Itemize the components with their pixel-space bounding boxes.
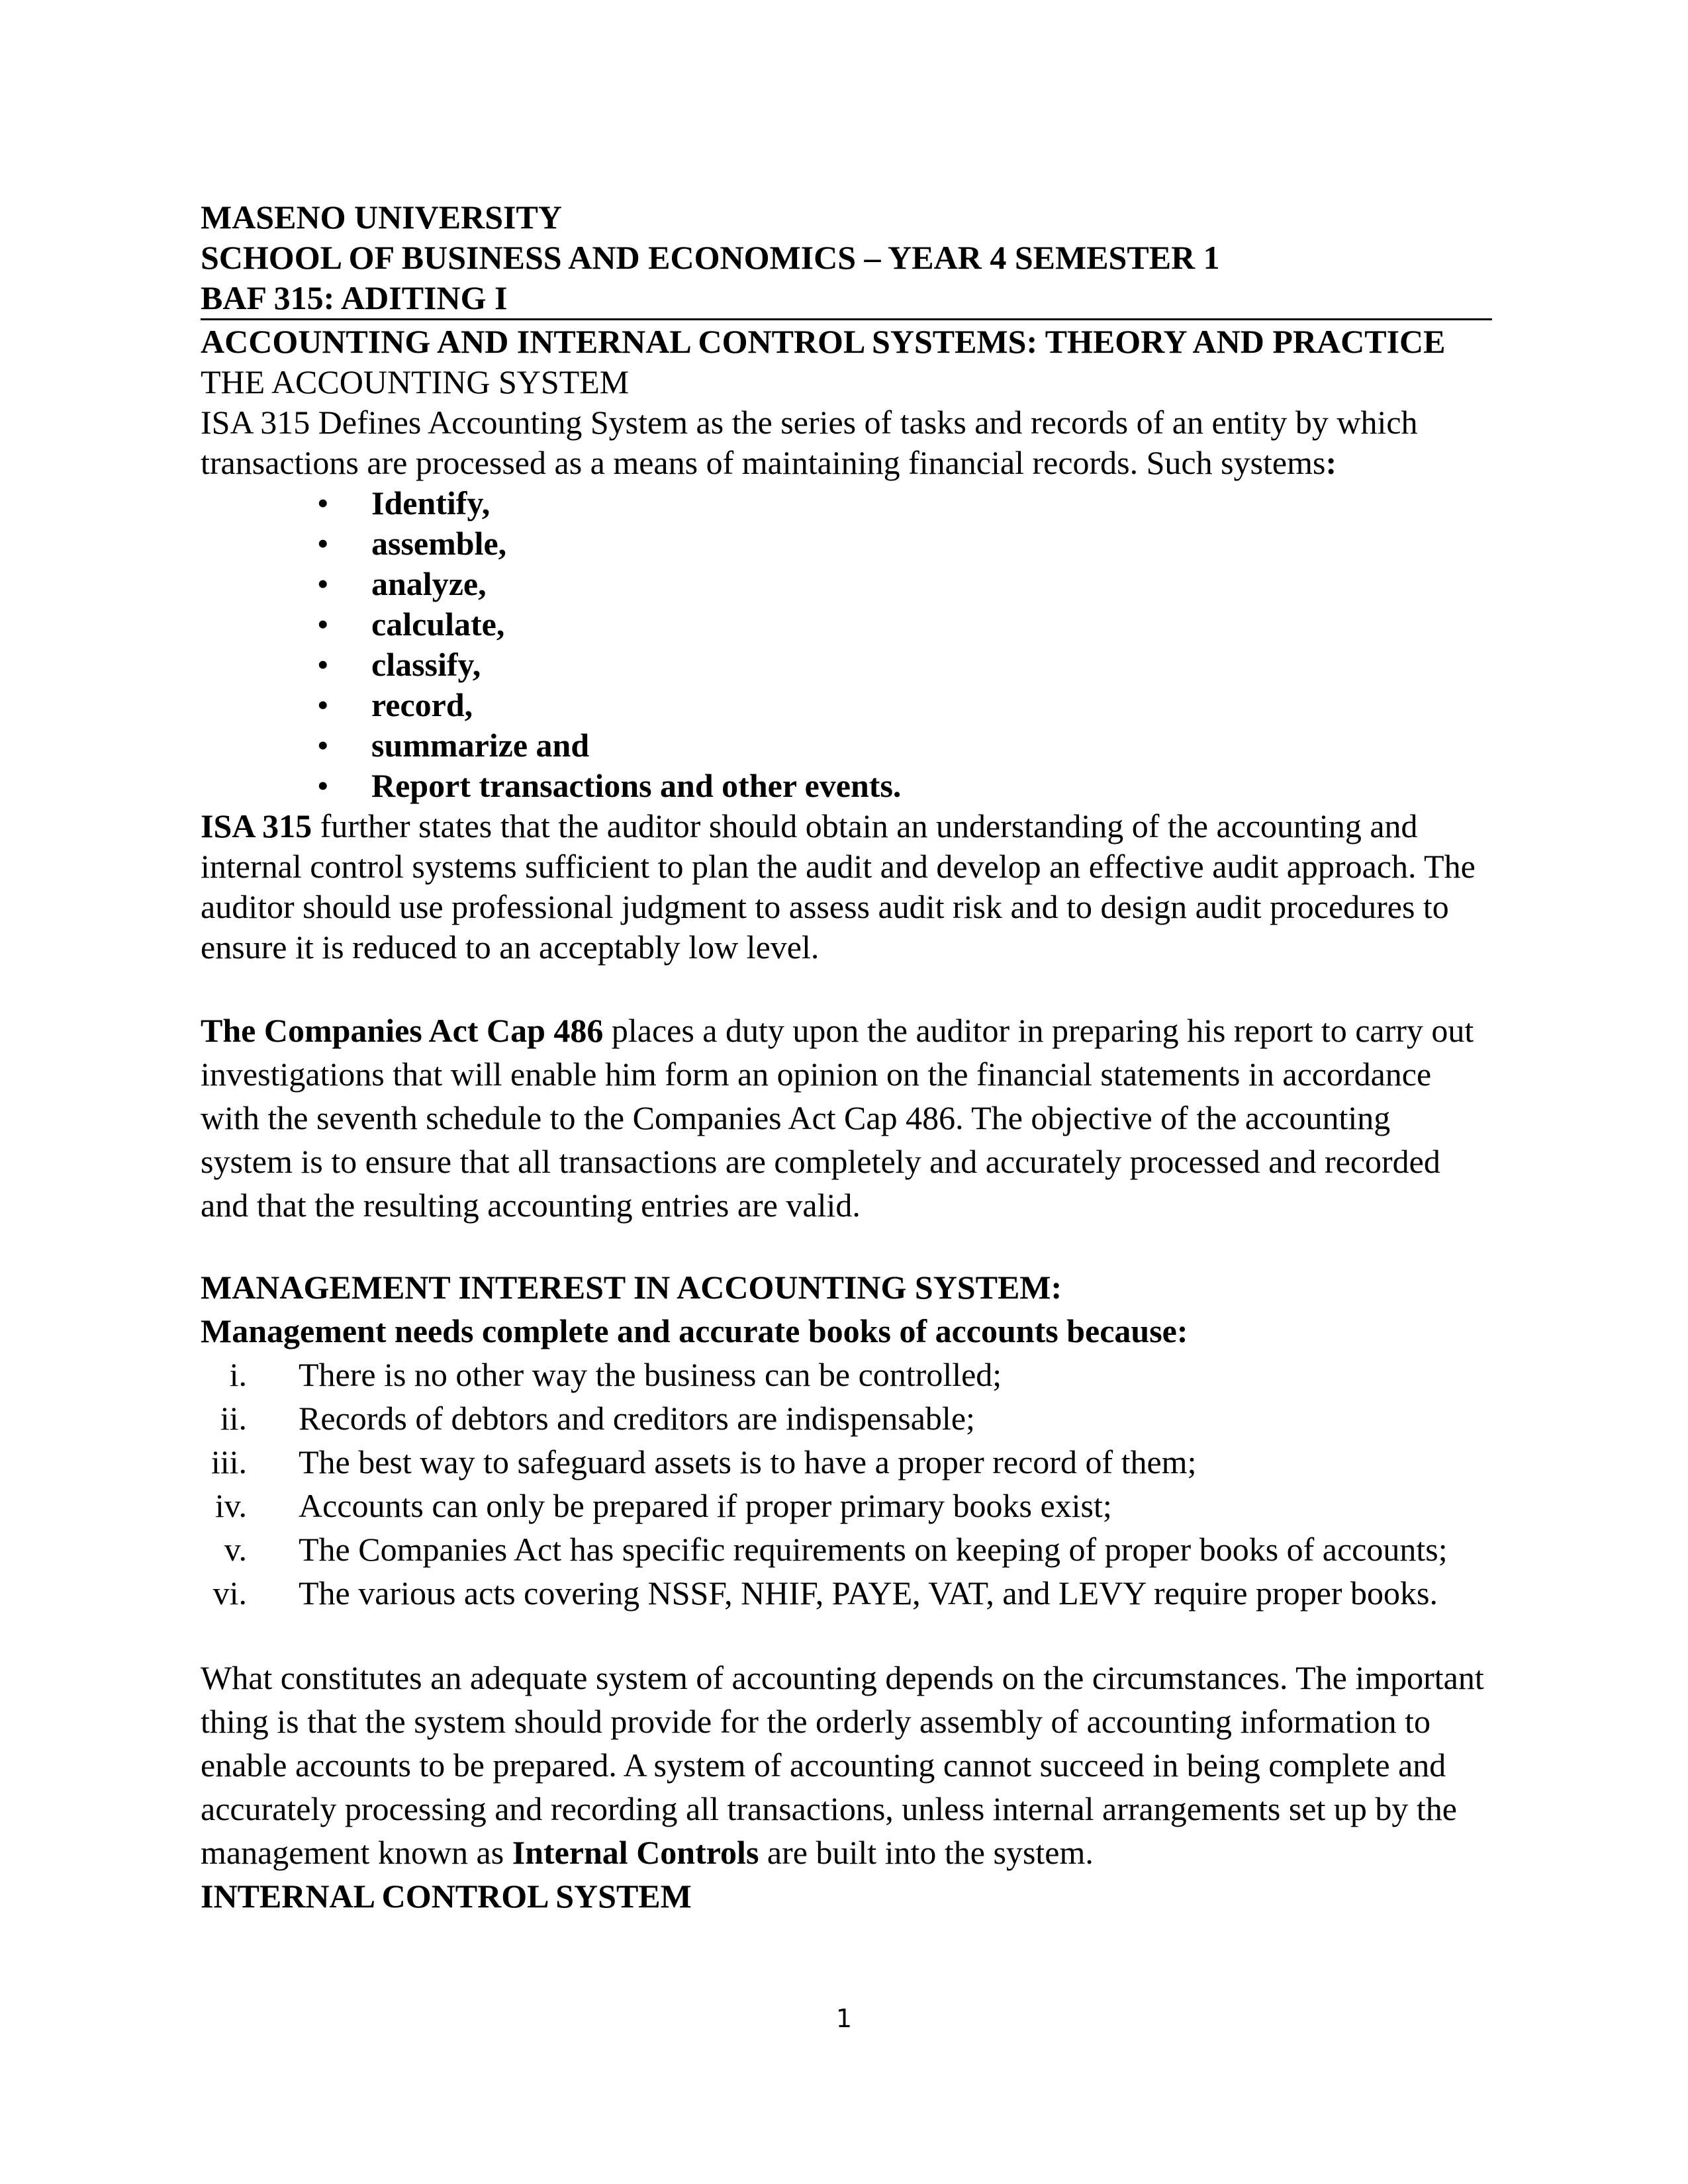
school-name: SCHOOL OF BUSINESS AND ECONOMICS – YEAR 4 SEMESTER 1	[201, 239, 1220, 276]
course-title: BAF 315: ADITING I	[201, 278, 1492, 320]
list-number: vi.	[212, 1574, 247, 1612]
list-item	[201, 1396, 1491, 1440]
list-item	[201, 685, 1491, 725]
function-text: assemble,	[371, 525, 507, 562]
companies-act-line-4: system is to ensure that all transactions are completely and accurately processed and recorded	[201, 1143, 1440, 1180]
list-item	[201, 564, 1491, 604]
page-content	[201, 197, 1491, 1918]
companies-act-bold-lead: The Companies Act Cap 486	[201, 1012, 604, 1049]
function-text: summarize and	[371, 727, 590, 764]
function-text: calculate,	[371, 606, 505, 643]
paragraph-spacer	[201, 1615, 1491, 1656]
reason-text: The Companies Act has specific requirements on keeping of proper books of accounts;	[299, 1531, 1448, 1568]
list-item	[201, 1440, 1491, 1484]
list-number: iii.	[211, 1443, 247, 1480]
companies-act-line-3: with the seventh schedule to the Companies Act Cap 486. The objective of the accounting	[201, 1099, 1391, 1136]
university-name: MASENO UNIVERSITY	[201, 199, 562, 236]
adequacy-line-4: accurately processing and recording all transactions, unless internal arrangements set up by the	[201, 1790, 1457, 1827]
paragraph-spacer	[201, 968, 1491, 1009]
list-item	[201, 1484, 1491, 1527]
adequacy-line-5-start: management known as	[201, 1834, 512, 1871]
companies-act-line-2: investigations that will enable him form an opinion on the financial statements in accordance	[201, 1056, 1432, 1093]
intro-line-1: ISA 315 Defines Accounting System as the series of tasks and records of an entity by which	[201, 404, 1418, 441]
reason-text: The best way to safeguard assets is to have a proper record of them;	[299, 1443, 1197, 1480]
list-item	[201, 1527, 1491, 1571]
intro-line-2	[201, 443, 1491, 483]
bullet-icon: •	[317, 565, 329, 602]
isa-bold-lead: ISA 315	[201, 807, 312, 844]
internal-control-heading: INTERNAL CONTROL SYSTEM	[201, 1878, 692, 1915]
list-item	[201, 1571, 1491, 1615]
adequacy-line-5-bold: Internal Controls	[512, 1834, 759, 1871]
intro-paragraph	[201, 402, 1491, 483]
bullet-icon: •	[317, 525, 329, 562]
bullet-icon: •	[317, 606, 329, 643]
companies-act-line-1-rest: places a duty upon the auditor in preparing his report to carry out	[603, 1012, 1474, 1049]
bullet-icon: •	[317, 767, 329, 804]
paragraph-spacer	[201, 1227, 1491, 1265]
list-number: i.	[229, 1356, 247, 1393]
list-item	[201, 766, 1491, 806]
reasons-list	[201, 1353, 1491, 1615]
intro-line-2-text: transactions are processed as a means of maintaining financial records. Such systems	[201, 444, 1326, 481]
function-text: Report transactions and other events.	[371, 767, 902, 804]
list-item	[201, 604, 1491, 645]
bullet-icon: •	[317, 686, 329, 723]
function-text: Identify,	[371, 484, 491, 522]
reason-text: Accounts can only be prepared if proper primary books exist;	[299, 1487, 1112, 1524]
list-item	[201, 645, 1491, 685]
list-item	[201, 483, 1491, 523]
isa-line-2: internal control systems sufficient to plan the audit and develop an effective audit approach. The	[201, 848, 1476, 885]
adequacy-line-2: thing is that the system should provide for the orderly assembly of accounting information to	[201, 1703, 1430, 1740]
section-title: ACCOUNTING AND INTERNAL CONTROL SYSTEMS: THEORY AND PRACTICE	[201, 323, 1446, 360]
function-text: analyze,	[371, 565, 487, 602]
isa-paragraph	[201, 806, 1491, 968]
list-item	[201, 725, 1491, 766]
adequacy-line-1: What constitutes an adequate system of accounting depends on the circumstances. The important	[201, 1659, 1484, 1696]
management-heading: MANAGEMENT INTEREST IN ACCOUNTING SYSTEM:	[201, 1269, 1062, 1306]
bullet-icon: •	[317, 484, 329, 522]
isa-line-1-rest: further states that the auditor should obtain an understanding of the accounting and	[312, 807, 1418, 844]
reason-text: The various acts covering NSSF, NHIF, PAYE, VAT, and LEVY require proper books.	[299, 1574, 1438, 1612]
adequacy-paragraph	[201, 1656, 1491, 1918]
page-number: 1	[835, 2004, 853, 2033]
function-text: classify,	[371, 646, 481, 683]
isa-line-3: auditor should use professional judgment to assess audit risk and to design audit procedures to	[201, 888, 1449, 925]
management-section	[201, 1265, 1491, 1615]
subsection-title: THE ACCOUNTING SYSTEM	[201, 363, 630, 400]
reason-text: There is no other way the business can be controlled;	[299, 1356, 1002, 1393]
reason-text: Records of debtors and creditors are indispensable;	[299, 1400, 975, 1437]
management-subheading: Management needs complete and accurate books of accounts because:	[201, 1312, 1188, 1349]
companies-act-line-1	[201, 1009, 1491, 1052]
isa-line-1	[201, 806, 1491, 846]
bullet-icon: •	[317, 646, 329, 683]
adequacy-line-5-end: are built into the system.	[759, 1834, 1094, 1871]
list-number: ii.	[220, 1400, 247, 1437]
function-text: record,	[371, 686, 473, 723]
functions-list	[201, 483, 1491, 806]
adequacy-line-3: enable accounts to be prepared. A system of accounting cannot succeed in being complete and	[201, 1747, 1446, 1784]
bullet-icon: •	[317, 727, 329, 764]
list-number: iv.	[214, 1487, 247, 1524]
adequacy-line-5	[201, 1831, 1491, 1874]
list-number: v.	[224, 1531, 247, 1568]
isa-line-4: ensure it is reduced to an acceptably low level.	[201, 929, 820, 966]
list-item	[201, 1353, 1491, 1396]
list-item	[201, 523, 1491, 564]
intro-line-2-colon: :	[1325, 444, 1337, 481]
companies-act-line-5: and that the resulting accounting entries are valid.	[201, 1187, 861, 1224]
companies-act-paragraph	[201, 1009, 1491, 1227]
